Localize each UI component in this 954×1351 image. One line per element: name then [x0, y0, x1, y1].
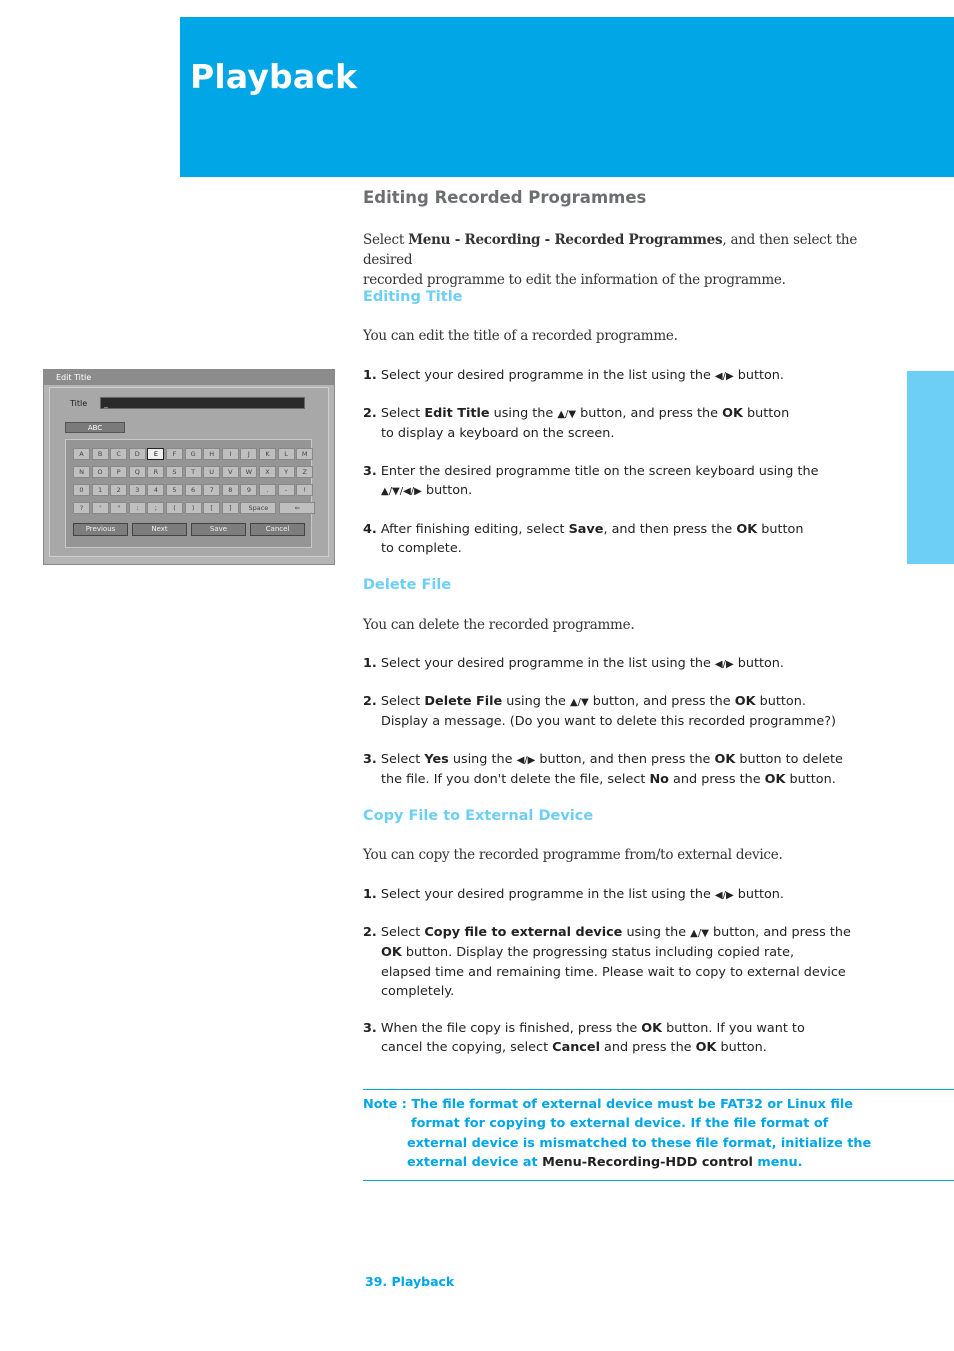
editing-title-step-4: 4. After finishing editing, select Save, and then press the OK button to complete.: [363, 522, 804, 557]
screen-mode-button[interactable]: ABC: [65, 422, 125, 433]
screen-key[interactable]: .: [259, 484, 276, 496]
screen-key[interactable]: M: [296, 448, 313, 460]
screen-cancel-button[interactable]: Cancel: [250, 523, 305, 536]
screen-key[interactable]: ): [185, 502, 202, 514]
screen-key[interactable]: F: [166, 448, 183, 460]
screen-key[interactable]: T: [185, 466, 202, 478]
screen-key[interactable]: 6: [185, 484, 202, 496]
section-intro: Select Menu - Recording - Recorded Programmes, and then select the desired recorded programme to edit the information of the programme.: [363, 232, 858, 288]
screen-key[interactable]: C: [110, 448, 127, 460]
editing-title-step-1: 1. Select your desired programme in the list using the ◀/▶ button.: [363, 368, 784, 383]
screen-key[interactable]: (: [166, 502, 183, 514]
screen-key[interactable]: U: [203, 466, 220, 478]
screen-key[interactable]: ?: [73, 502, 90, 514]
note-line-1: Note : The file format of external device must be FAT32 or Linux file: [363, 1097, 853, 1112]
screen-key[interactable]: 2: [110, 484, 127, 496]
editing-title-heading: Editing Title: [363, 289, 463, 305]
screen-key[interactable]: 5: [166, 484, 183, 496]
screen-key[interactable]: 7: [203, 484, 220, 496]
screen-save-button[interactable]: Save: [191, 523, 246, 536]
screen-key[interactable]: !: [296, 484, 313, 496]
editing-title-step-3: 3. Enter the desired programme title on the screen keyboard using the ▲/▼/◀/▶ button.: [363, 464, 819, 499]
delete-file-step-1: 1. Select your desired programme in the list using the ◀/▶ button.: [363, 656, 784, 671]
copy-file-heading: Copy File to External Device: [363, 808, 594, 824]
editing-title-intro: You can edit the title of a recorded programme.: [363, 328, 678, 344]
copy-file-step-1: 1. Select your desired programme in the list using the ◀/▶ button.: [363, 887, 784, 902]
screen-key[interactable]: [: [203, 502, 220, 514]
screen-key[interactable]: Y: [278, 466, 295, 478]
screen-next-button[interactable]: Next: [132, 523, 187, 536]
copy-file-step-2: 2. Select Copy file to external device using the ▲/▼ button, and press the OK button. Display the progressing status including copied rate, elapsed time and remaining time. Please wait to copy to external device completely.: [363, 925, 851, 999]
screen-key[interactable]: ]: [222, 502, 239, 514]
screen-title-label: Title: [70, 399, 88, 408]
page-title: Playback: [190, 57, 358, 96]
page-header: [180, 17, 954, 177]
screen-key[interactable]: -: [278, 484, 295, 496]
screen-key[interactable]: W: [240, 466, 257, 478]
delete-file-intro: You can delete the recorded programme.: [363, 617, 635, 633]
screen-key[interactable]: R: [147, 466, 164, 478]
delete-file-heading: Delete File: [363, 577, 452, 593]
screen-key[interactable]: H: [203, 448, 220, 460]
screen-key[interactable]: 0: [73, 484, 90, 496]
screen-key[interactable]: Q: [129, 466, 146, 478]
delete-file-step-2: 2. Select Delete File using the ▲/▼ button, and press the OK button. Display a message. (Do you want to delete this recorded programme?): [363, 694, 837, 730]
screen-key[interactable]: P: [110, 466, 127, 478]
screen-key[interactable]: B: [92, 448, 109, 460]
screen-space-key[interactable]: Space: [240, 502, 276, 514]
copy-file-step-3: 3. When the file copy is finished, press the OK button. If you want to cancel the copying, select Cancel and press the OK button.: [363, 1021, 805, 1056]
screen-key[interactable]: 9: [240, 484, 257, 496]
screen-panel: [49, 387, 329, 557]
screen-key[interactable]: ": [110, 502, 127, 514]
screen-key[interactable]: A: [73, 448, 90, 460]
screen-key[interactable]: D: [129, 448, 146, 460]
note-line-2: format for copying to external device. If the file format of: [411, 1116, 829, 1132]
screen-keyboard: [65, 439, 312, 548]
edit-title-screenshot: [43, 369, 335, 565]
screen-key[interactable]: ': [92, 502, 109, 514]
screen-key[interactable]: Z: [296, 466, 313, 478]
screen-key[interactable]: S: [166, 466, 183, 478]
screen-key[interactable]: 1: [92, 484, 109, 496]
note-box: [363, 1095, 903, 1172]
screen-key[interactable]: K: [259, 448, 276, 460]
section-heading: Editing Recorded Programmes: [363, 188, 647, 207]
note-top-rule: [363, 1089, 954, 1090]
screen-backspace-key[interactable]: ⇐: [279, 502, 315, 514]
screen-window-title: Edit Title: [44, 370, 334, 385]
screen-title-input[interactable]: _: [100, 397, 305, 409]
copy-file-intro: You can copy the recorded programme from/to external device.: [363, 847, 783, 863]
screen-key[interactable]: I: [222, 448, 239, 460]
screen-key[interactable]: :: [129, 502, 146, 514]
editing-title-step-2: 2. Select Edit Title using the ▲/▼ button, and press the OK button to display a keyboard on the screen.: [363, 406, 790, 442]
screen-key[interactable]: E: [147, 448, 164, 460]
screen-key[interactable]: 8: [222, 484, 239, 496]
screen-key[interactable]: N: [73, 466, 90, 478]
note-line-3: external device is mismatched to these file format, initialize the: [407, 1135, 872, 1151]
note-line-4: external device at Menu-Recording-HDD control menu.: [407, 1154, 803, 1170]
screen-key[interactable]: 3: [129, 484, 146, 496]
side-tab-marker: [907, 371, 954, 564]
screen-key[interactable]: V: [222, 466, 239, 478]
screen-key[interactable]: L: [278, 448, 295, 460]
page-footer: 39. Playback: [365, 1274, 455, 1289]
screen-key[interactable]: J: [240, 448, 257, 460]
screen-previous-button[interactable]: Previous: [73, 523, 128, 536]
screen-key[interactable]: ;: [147, 502, 164, 514]
note-bottom-rule: [363, 1180, 954, 1181]
screen-key[interactable]: G: [185, 448, 202, 460]
delete-file-step-3: 3. Select Yes using the ◀/▶ button, and then press the OK button to delete the file. If you don't delete the file, select No and press the OK button.: [363, 752, 843, 788]
screen-key[interactable]: 4: [147, 484, 164, 496]
screen-key[interactable]: O: [92, 466, 109, 478]
screen-key[interactable]: X: [259, 466, 276, 478]
